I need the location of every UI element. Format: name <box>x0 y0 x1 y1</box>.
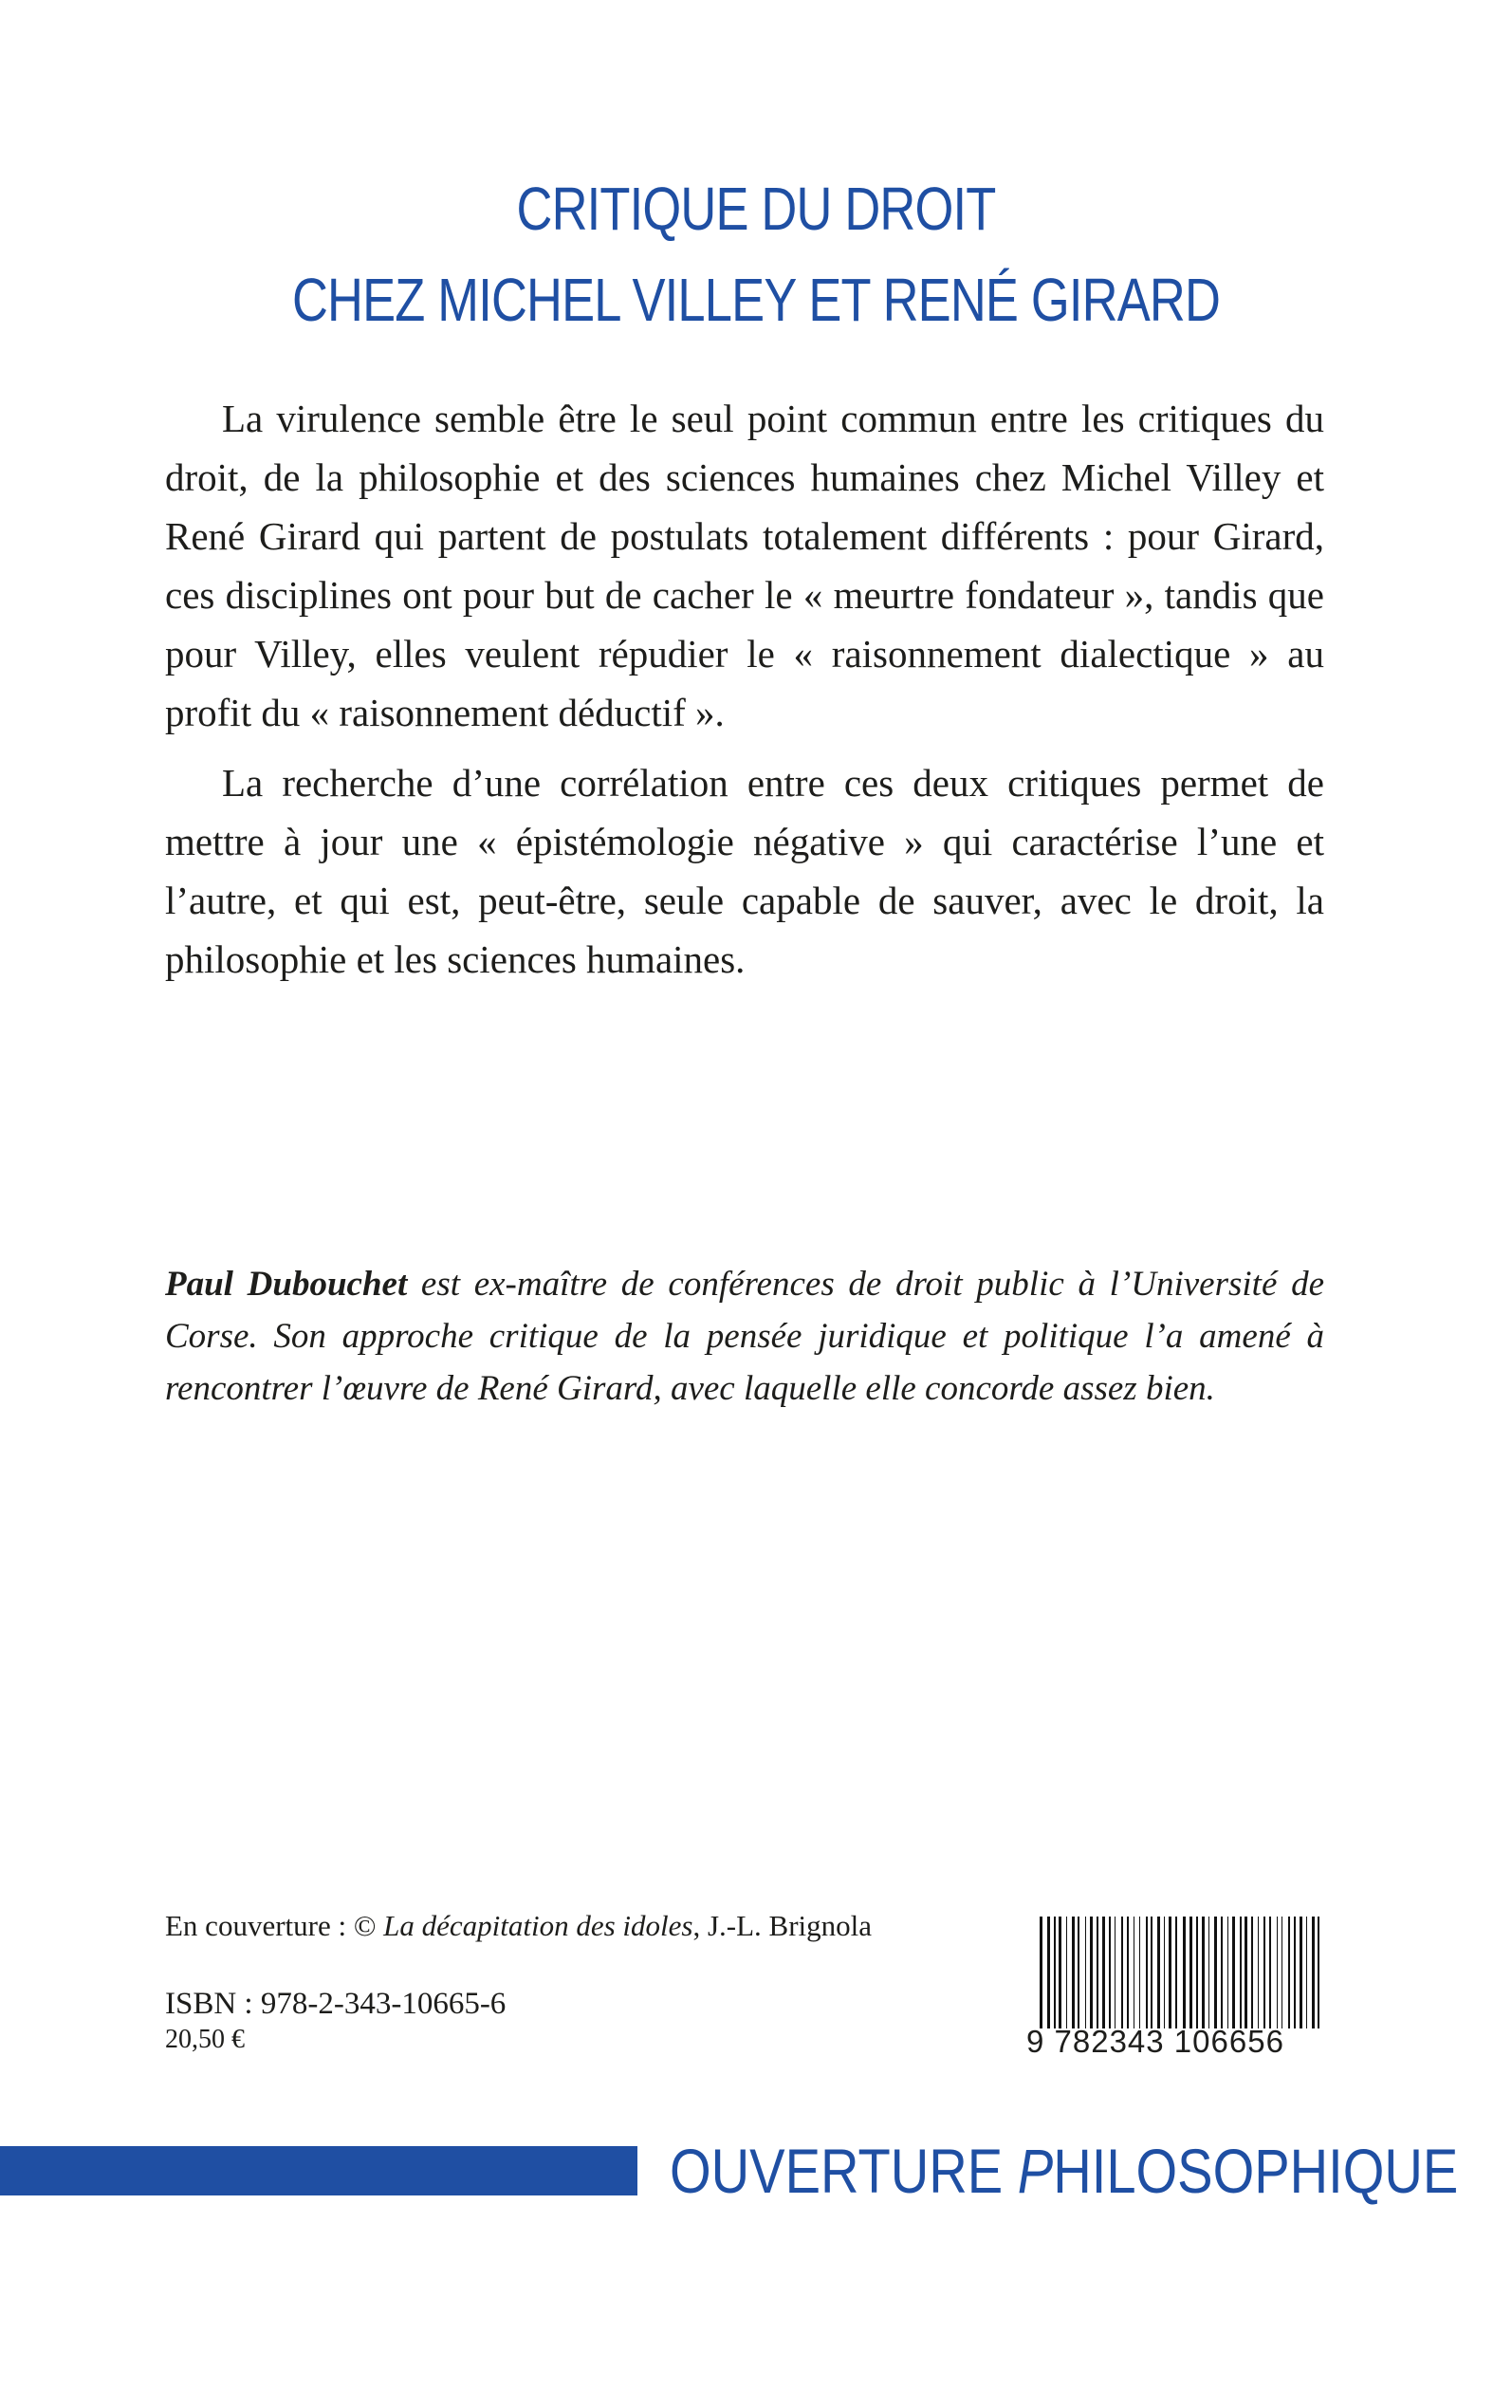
barcode-bar <box>1059 1917 1061 2028</box>
barcode-bar <box>1164 1917 1165 2028</box>
barcode-bar <box>1312 1917 1315 2028</box>
author-bio <box>165 1258 1324 1415</box>
cover-credit <box>165 1907 872 1945</box>
barcode-bar <box>1175 1917 1177 2028</box>
summary-paragraph-1: La virulence semble être le seul point commun entre les critiques du droit, de la philosophie et des sciences humaines chez Michel Villey et René Girard qui partent de postulats totalement différents : pour Girard, ces disciplines ont pour but de cacher le « meurtre fondateur », tandis que pour Villey, elles veulent répudier le « raisonnement dialectique » au profit du « raisonnement déductif ». <box>165 397 1324 734</box>
barcode-bar <box>1196 1917 1198 2028</box>
book-title-line-2: CHEZ MICHEL VILLEY ET RENÉ GIRARD <box>291 266 1221 334</box>
barcode-bar <box>1054 1917 1056 2028</box>
barcode-bar <box>1240 1917 1242 2028</box>
barcode-bar <box>1288 1917 1290 2028</box>
book-title-line-1: CRITIQUE DU DROIT <box>516 175 996 243</box>
barcode-bar <box>1109 1917 1111 2028</box>
barcode-bar <box>1189 1917 1192 2028</box>
price: 20,50 € <box>165 2025 245 2054</box>
isbn: ISBN : 978-2-343-10665-6 <box>165 1987 507 2021</box>
book-title <box>136 163 1375 345</box>
barcode-bar <box>1169 1917 1171 2028</box>
barcode-bar <box>1157 1917 1160 2028</box>
series-name-accent: P <box>1017 2136 1054 2206</box>
barcode-bar <box>1090 1917 1093 2028</box>
series-accent-bar <box>0 2146 637 2195</box>
barcode-bar <box>1139 1917 1140 2028</box>
barcode-digits: 9 782343 106656 <box>1026 2024 1284 2059</box>
barcode-bar <box>1232 1917 1235 2028</box>
series-name <box>670 2135 1458 2207</box>
barcode-bar <box>1115 1917 1116 2028</box>
barcode-bar <box>1127 1917 1129 2028</box>
author-name: Paul Dubouchet <box>165 1265 408 1304</box>
summary-paragraph-2: La recherche d’une corrélation entre ces deux critiques permet de mettre à jour une « épistémologie négative » qui caractérise l’une et l’autre, et qui est, peut-être, seule capable de sauver, avec le droit, la philosophie et les sciences humaines. <box>165 761 1324 981</box>
barcode-bar <box>1263 1917 1265 2028</box>
barcode-bar <box>1202 1917 1205 2028</box>
series-name-part-1: OUVERTURE <box>670 2136 1018 2206</box>
barcode-bar <box>1047 1917 1050 2028</box>
series-name-part-2: HILOSOPHIQUE <box>1053 2136 1459 2206</box>
cover-credit-prefix: En couverture : © <box>165 1909 384 1942</box>
barcode-bar <box>1183 1917 1186 2028</box>
barcode-bar <box>1072 1917 1075 2028</box>
barcode-bar <box>1146 1917 1148 2028</box>
barcode-bar <box>1245 1917 1247 2028</box>
barcode-bar <box>1306 1917 1307 2028</box>
barcode-bar <box>1251 1917 1253 2028</box>
barcode-bars <box>1040 1917 1324 2028</box>
barcode-bar <box>1097 1917 1098 2028</box>
barcode-bar <box>1208 1917 1209 2028</box>
barcode-bar <box>1258 1917 1259 2028</box>
barcode-bar <box>1078 1917 1079 2028</box>
barcode-bar <box>1318 1917 1319 2028</box>
barcode-bar <box>1294 1917 1296 2028</box>
barcode <box>1026 1917 1326 2059</box>
barcode-bar <box>1277 1917 1278 2028</box>
barcode-bar <box>1300 1917 1302 2028</box>
barcode-bar <box>1269 1917 1271 2028</box>
barcode-bar <box>1227 1917 1228 2028</box>
cover-credit-suffix: , J.-L. Brignola <box>692 1909 873 1942</box>
barcode-bar <box>1121 1917 1123 2028</box>
author-bio-text: est ex-maître de conférences de droit public à l’Université de Corse. Son approche critique de la pensée juridique et politique l’a amené à rencontrer l’œuvre de René Girard, avec laquelle elle concorde assez bien. <box>165 1265 1324 1408</box>
barcode-bar <box>1214 1917 1217 2028</box>
barcode-bar <box>1085 1917 1086 2028</box>
barcode-bar <box>1151 1917 1152 2028</box>
cover-credit-work: La décapitation des idoles <box>383 1909 693 1942</box>
barcode-bar <box>1066 1917 1067 2028</box>
barcode-bar <box>1102 1917 1105 2028</box>
barcode-bar <box>1040 1917 1042 2028</box>
summary <box>165 389 1324 1000</box>
barcode-bar <box>1221 1917 1223 2028</box>
